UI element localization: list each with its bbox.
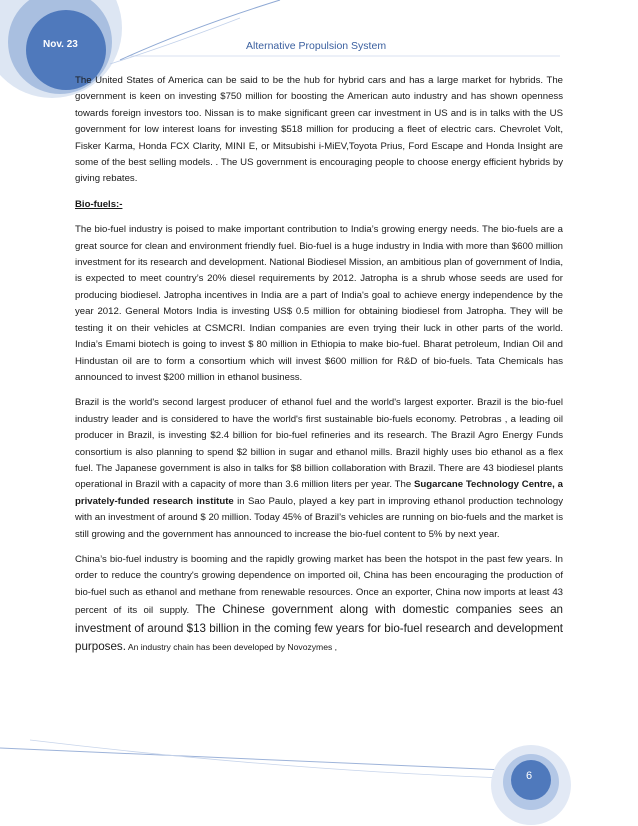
document-body <box>75 73 563 665</box>
paragraph-china-biofuels <box>75 552 563 656</box>
header-swoosh-line <box>110 18 240 64</box>
paragraph-text: An industry chain has been developed by Novozymes , <box>125 642 338 652</box>
page-number: 6 <box>526 770 533 782</box>
paragraph-text: in Sao Paulo, played a key part in improving ethanol production technology with an investment of around $ 20 million. Today 45% of Brazil’s vehicles are running on bio-fuels and the market is still growing and the government has announced to increase the bio-fuel content to 5% by next year. <box>75 495 563 540</box>
paragraph-text: China’s bio-fuel industry is booming and the rapidly growing market has been the hotspot in the past few years. In order to reduce the country's growing dependence on imported oil, China has been encouraging the production of bio-fuel such as ethanol and methane from renewable resources. Once an exporter, China now imports at least 43 percent of its oil supply. <box>75 553 563 617</box>
footer-swoosh-line <box>30 740 505 778</box>
bold-institute-name: Sugarcane Technology Centre, a privately-funded research institute <box>75 479 563 507</box>
header-title: Alternative Propulsion System <box>246 40 387 52</box>
paragraph-brazil-biofuels <box>75 395 563 543</box>
footer-swoosh-line <box>0 748 505 770</box>
paragraph-usa-hybrids: The United States of America can be said to be the hub for hybrid cars and has a large market for hybrids. The government is keen on investing $750 million for boosting the American auto industry and has shown openness towards foreign investors too. Nissan is to make significant green car investment in US and is in talks with the US government for low interest loans for investing $518 million for producing a fleet of electric cars. Chevrolet Volt, Fisker Karma, Honda FCX Clarity, MINI E, or Mitsubishi i-MiEV,Toyota Prius, Ford Escape and Honda Insight are some of the best selling models. . The US government is encouraging people to choose energy efficient hybrids by giving rebates. <box>75 75 563 185</box>
header-date: Nov. 23 <box>43 39 78 50</box>
paragraph-india-biofuels: The bio-fuel industry is poised to make important contribution to India’s growing energy needs. The bio-fuels are a great source for clean and environment friendly fuel. Bio-fuel is a huge industry in India with more than $600 million investment for its research and development. National Biodiesel Mission, an ambitious plan of government of India, is expected to meet country’s 20% diesel requirements by 2012. Jatropha is a shrub whose seeds are used for producing biodiesel. Jatropha incentives in India are a part of India's goal to achieve energy independence by the year 2012. General Motors India is investing US$ 0.5 million for obtaining biodiesel from Jatropha. They will be testing it on their vehicles at CSMCRI. Indian companies are even trying their luck in other parts of the world. India’s Emami biotech is going to invest $ 80 million in Ethiopia to make bio-fuel. Bharat petroleum, Indian Oil and Hindustan oil are to form a consortium which will invest $600 million for R&D of bio-fuels. Tata Chemicals has announced to invest $200 million in ethanol business. <box>75 224 563 383</box>
paragraph-text: Brazil is the world's second largest producer of ethanol fuel and the world's largest exporter. Brazil is the bio-fuel industry leader and is considered to have the world's first sustainable bio-fuels economy. Petrobras , a leading oil producer in Brazil, is investing $2.4 billion for bio-fuel refineries and its research. The Brazil Agro Energy Funds consortium is also planning to spend $2 billion in sugar and ethanol mills. Brazil highly uses bio ethanol as a flex fuel. The Japanese government is also in talks for $8 billion collaboration with Brazil. There are 43 biodiesel plants operational in Brazil with a capacity of more than 3.6 million liters per year. The <box>75 397 563 491</box>
section-heading-biofuels: Bio-fuels:- <box>75 198 123 210</box>
paragraph-text-large: The Chinese government along with domestic companies sees an investment of around $13 billion in the coming few years for bio-fuel research and development purposes. <box>75 603 563 653</box>
